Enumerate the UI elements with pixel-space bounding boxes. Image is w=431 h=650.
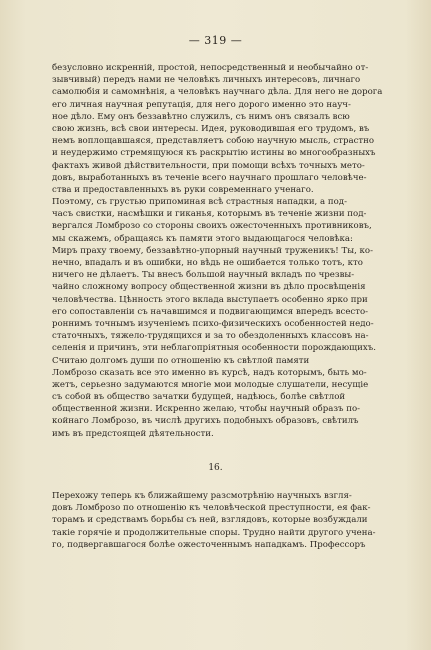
text-line: мы скажемъ, обращаясь къ памяти этого выдающагося человѣка: — [52, 233, 353, 244]
text-line: съ собой въ общество зачатки будущей, надѣюсь, болѣе свѣтлой — [52, 392, 346, 403]
text-line: немъ воплощавшаяся, представляетъ собою научную мысль, страстно — [52, 136, 375, 147]
text-line: Миръ праху твоему, беззавѣтно-упорный научный труженикъ! Ты, ко- — [52, 245, 373, 256]
text-line: человѣчества. Цѣнность этого вклада выступаетъ особенно ярко при — [52, 294, 368, 305]
text-line: Поэтому, съ грустью припоминая всѣ страстныя нападки, а под- — [52, 197, 347, 208]
text-line: го, подвергавшагося болѣе ожесточеннымъ нападкамъ. Профессоръ — [52, 539, 366, 550]
text-line: статочныхъ, тяжело-трудящихся и за то обездоленныхъ классовъ на- — [52, 331, 369, 342]
text-line: Ломброзо сказать все это именно въ курсѣ, надъ которымъ, быть мо- — [52, 367, 367, 378]
text-line: и неудержимо стремящуюся къ раскрытію истины во многообразныхъ — [52, 148, 376, 159]
text-line: зывчивый) передъ нами не человѣкъ личныхъ интересовъ, личнаго — [52, 75, 361, 86]
text-block-main — [52, 62, 384, 440]
text-line: общественной жизни. Искренно желаю, чтобы научный образъ по- — [52, 404, 361, 415]
text-line: его личная научная репутація, для него дорого именно это науч- — [52, 99, 351, 110]
text-line: имъ въ предстоящей дѣятельности. — [52, 428, 214, 439]
text-line: вергался Ломброзо со стороны своихъ ожесточенныхъ противниковъ, — [52, 221, 372, 232]
text-line: чайно сложному вопросу общественной жизни въ дѣло просвѣщенія — [52, 282, 366, 293]
text-line: селенія и причинъ, эти неблагопріятныя особенности порождающихъ. — [52, 343, 376, 354]
text-line: ства и предоставленныхъ въ руки современнаго ученаго. — [52, 184, 314, 195]
text-line: часъ свистки, насмѣшки и гиканья, которымъ въ теченіе жизни под- — [52, 209, 367, 220]
text-line: такіе горячіе и продолжительные споры. Трудно найти другого учена- — [52, 527, 376, 538]
section-number: 16. — [208, 463, 223, 473]
text-block-section-16 — [52, 490, 384, 551]
text-line: довъ Ломброзо по отношенію къ человѣческой преступности, ея фак- — [52, 503, 371, 514]
text-line: жетъ, серьезно задумаются многіе мои молодые слушатели, несущіе — [52, 379, 369, 390]
page-number: — 319 — — [188, 34, 243, 47]
text-line: койнаго Ломброзо, въ числѣ другихъ подобныхъ образовъ, свѣтилъ — [52, 416, 359, 427]
text-line: ное дѣло. Ему онъ беззавѣтно служилъ, съ нимъ онъ связалъ всю — [52, 111, 350, 122]
text-line: его сопоставленіи съ начавшимся и подвигающимся впередъ всесто- — [52, 306, 369, 317]
text-line: довъ, выработанныхъ въ теченіе всего научнаго прошлаго человѣче- — [52, 172, 367, 183]
text-line: ничего не дѣлаетъ. Ты внесъ большой научный вкладъ по чрезвы- — [52, 270, 355, 281]
text-line: роннимъ точнымъ изученіемъ психо-физическихъ особенностей недо- — [52, 318, 374, 329]
text-line: нечно, впадалъ и въ ошибки, но вѣдь не ошибается только тотъ, кто — [52, 258, 363, 268]
text-line: торамъ и средствамъ борьбы съ ней, взглядовъ, которые возбуждали — [52, 515, 368, 526]
text-line: Перехожу теперь къ ближайшему разсмотрѣнію научныхъ взгля- — [52, 491, 352, 501]
text-line: Считаю долгомъ души по отношенію къ свѣтлой памяти — [52, 355, 310, 366]
text-line: фактахъ живой дѣйствительности, при помощи всѣхъ точныхъ мето- — [52, 160, 365, 171]
text-line: безусловно искренній, простой, непосредственный и необычайно от- — [52, 63, 369, 73]
text-line: свою жизнь, всѣ свои интересы. Идея, руководившая его трудомъ, въ — [52, 123, 370, 134]
text-line: самолюбія и самомнѣнія, а человѣкъ научнаго дѣла. Для него не дорога — [52, 87, 383, 98]
